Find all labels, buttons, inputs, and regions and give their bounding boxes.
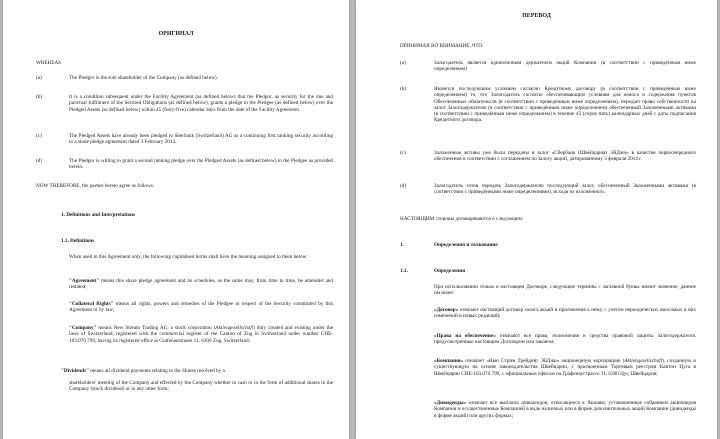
recital-text: The Pledged Assets have already been pledged to Sberbank (Switzerland) AG as a continuing first ranking security according to a share pledge agreement dated 3 February 2014. — [69, 133, 333, 146]
defined-term: "Dividends" — [61, 368, 89, 374]
definition-text: means all dividend payments relating to the Shares resolved by a — [88, 368, 225, 374]
original-title: ОРИГИНАЛ — [158, 31, 194, 37]
defined-term: «Договор» — [434, 307, 459, 313]
definition-collateral-rights — [69, 301, 333, 314]
recital-label: (d) — [400, 183, 407, 189]
translation-section-1-number: 1. — [400, 242, 404, 248]
recital-label: (b) — [36, 94, 43, 100]
definition-text: означают все права, полномочия и средства правовой защиты Залогодержателя, предусмотренные настоящим Договором или законом; — [434, 333, 696, 346]
definition-text: ) duly created and existing under the laws of Switzerland, registered with the commercial register of the Canton of Zug in Switzerland under number CHE-103.070.799, having its registered office at Grafenaustrasse 11, 6300 Zug, Switzerland; — [69, 325, 333, 344]
defined-term: «Дивиденды» — [434, 400, 467, 406]
translation-whereas: ПРИНИМАЯ ВО ВНИМАНИЕ, ЧТО: — [400, 43, 484, 49]
translation-section-1-1-number: 1.1. — [400, 268, 408, 274]
defined-term: "Company" — [69, 325, 97, 331]
original-whereas: WHEREAS — [36, 60, 62, 66]
definition-agreement — [434, 307, 696, 320]
recital-text: It is a condition subsequent under the Facility Agreement (as defined below) that the Pledgor, as security for the due and punctual fulfilment of the Secured Obligations (as defined below), grants a pledge to the Pledgee (as defined below) over the Pledged Assets (as defined below) within 45 (forty-five) calendar days from the date of the Facility Agreement. — [69, 94, 333, 113]
recital-text: Залогодатель является единоличным держателем акций Компании (в соответствии с приведённым ниже определением) — [434, 60, 696, 73]
translation-now-therefore: НАСТОЯЩИМ стороны договариваются о следующем: — [400, 216, 524, 222]
definition-text: shareholders' meeting of the Company and effected by the Company whether in cash or in the form of additional shares in the Company (stock dividend) or in any other form; — [69, 380, 333, 393]
definition-dividends — [434, 400, 696, 419]
recital-text: Залогодатель готов передать Залогодержателю последующий залог, обеспеченный Заложенными активами (в соответствии с приведёнными ниже определениями), исходя из изложенного. — [434, 183, 696, 196]
translation-section-1-heading: Определения и толкование — [434, 242, 498, 248]
translation-title: ПЕРЕВОД — [522, 13, 551, 19]
definition-italic-text: Aktiengesellschaft — [215, 325, 254, 331]
recital-text: The Pledgor is the sole shareholder of the Company (as defined below). — [69, 75, 218, 81]
recital-text: Является последующим условием согласно Кредитному договору (в соответствии с приведённым ниже определением) то, что Залогодатель согласно обеспечивающим условиям для взноса и содержания пунктов Обеспеченных обязательств (в соответствии с приведённым ниже определением), передает право собственности на залог Залогодержателю (в соответствии с приведённым ниже определением) обеспеченный Заложенными активами (в соответствии с приведённым ниже определением) в течение 45 (сорок пять) календарных дней с даты подписания Кредитного договора. — [434, 86, 696, 124]
original-section-1-1-heading: 1.1. Definitions — [61, 238, 95, 244]
translation-page — [356, 0, 717, 439]
original-page — [3, 0, 349, 439]
definition-text: означает настоящий договор залога акций и приложения к нему, с учетом периодических вносимых в них изменений и новых редакций; — [434, 307, 696, 320]
defined-term: "Collateral Rights" — [69, 301, 114, 307]
recital-label: (d) — [36, 158, 43, 164]
definition-text: means this share pledge agreement and its schedules, as the same may, from time to time, be amended and restated; — [69, 278, 333, 291]
definition-dividends — [61, 368, 333, 374]
recital-label: (b) — [400, 86, 407, 92]
definition-text: ), созданную и существующую на основе законодательства Швейцарии, с присвоенным Торговым реестром Кантон Цуга в Швейцарии CHE-103.070.799, с официальным офисом на Графенаустрассе 11, 6300 Цуг, Швейцария; — [434, 358, 696, 377]
definition-text: означает все выплаты дивидендов, относящиеся к Акциям, установленные собранием акционеров Компании и осуществленные Компанией в виде наличных или в форме дополнительных акций Компании (дивиденды в форме акций) или других формах; — [434, 400, 696, 419]
original-section-1-heading: 1. Definitions and Interpretations — [61, 212, 135, 218]
definition-company — [434, 358, 696, 377]
recital-label: (c) — [36, 133, 42, 139]
definition-company — [69, 325, 333, 344]
defined-term: «Права на обеспечение» — [434, 333, 496, 339]
definition-text: означает «Нью Стрим Трейдинг ЭйДжи» акционерную корпорацию ( — [463, 358, 625, 364]
definition-collateral-rights — [434, 333, 696, 346]
recital-label: (a) — [400, 60, 406, 66]
definition-text: means New Stream Trading AG, a stock corporation ( — [96, 325, 216, 331]
original-now-therefore: NOW THEREFORE, the parties hereto agree as follows: — [36, 183, 155, 189]
definition-italic-text: Aktiengesellschaft — [624, 358, 663, 364]
definition-agreement — [69, 278, 333, 291]
defined-term: «Компания» — [434, 358, 464, 364]
translation-definitions-intro: При использовании только в настоящем Договоре, следующие термины с заглавной буквы имеют значение, данное им ниже: — [434, 284, 696, 297]
recital-label: (c) — [400, 150, 406, 156]
defined-term: "Agreement" — [69, 278, 100, 284]
translation-section-1-1-heading: Определения — [434, 268, 466, 274]
definition-text: means all rights, powers and remedies of the Pledgee in respect of the Security constituted by this Agreement or by law; — [69, 301, 333, 314]
recital-text: The Pledgor is willing to grant a second ranking pledge over the Pledged Assets (as defined below) to the Pledgee as provided herein. — [69, 158, 333, 171]
original-definitions-intro: When used in this Agreement only, the following capitalised terms shall have the meaning assigned to them below: — [69, 254, 308, 260]
recital-label: (a) — [36, 75, 42, 81]
recital-text: Заложенные активы уже были переданы в залог «Сбербанк (Швейцария) ЭйДжи» в качестве первоочередного обеспечения в соответствии с соглашением по залогу акций, датированному 3 февраля 2014 г. — [434, 150, 696, 163]
